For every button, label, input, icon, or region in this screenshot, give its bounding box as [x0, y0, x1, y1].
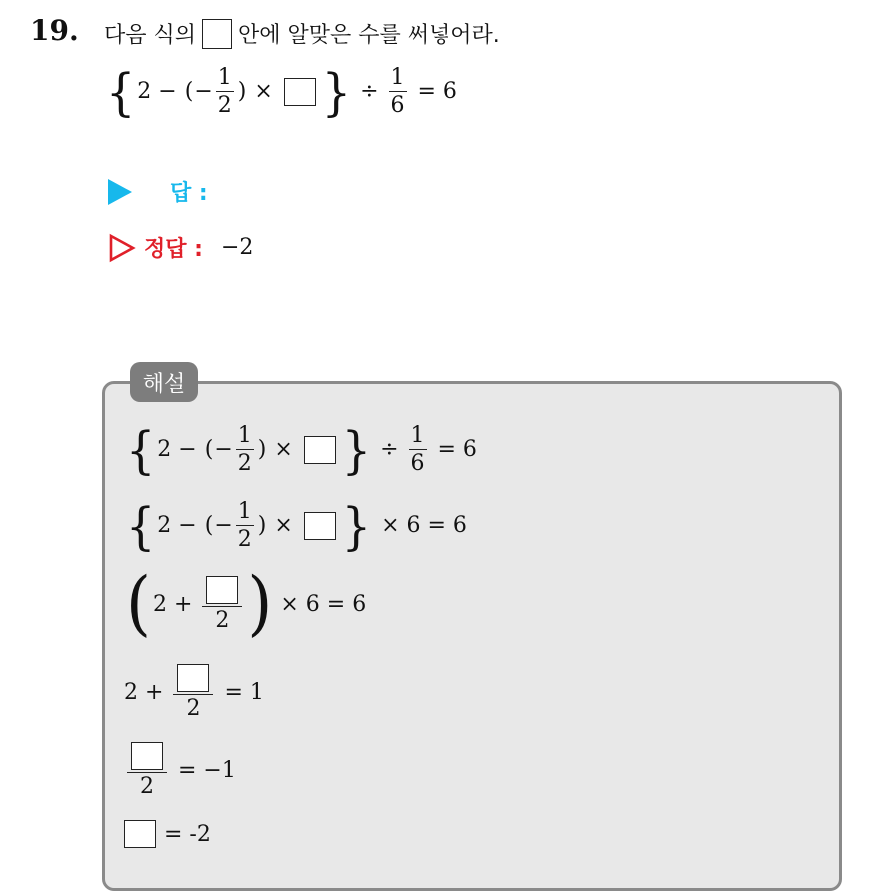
fraction-numerator: 1 — [237, 423, 252, 448]
fraction-denominator: 2 — [217, 93, 232, 119]
right-brace: } — [321, 61, 352, 122]
line3-rhs: × 6 = 6 — [280, 591, 367, 617]
solution-line-6 — [124, 820, 211, 848]
fraction-denominator: 6 — [410, 451, 425, 477]
eq-open-paren: ( — [184, 79, 194, 105]
eq-minus: − — [158, 79, 177, 105]
left-brace: { — [106, 61, 136, 122]
blank-box-icon — [284, 78, 316, 106]
eq-minus: − — [178, 437, 197, 463]
large-open-paren: ( — [126, 563, 151, 645]
main-equation — [104, 61, 457, 122]
fraction-denominator: 2 — [237, 451, 252, 477]
fraction-half — [216, 66, 234, 117]
eq-rhs: = 6 — [417, 79, 457, 105]
eq-two: 2 — [157, 437, 172, 463]
blank-box-icon — [304, 512, 336, 540]
fraction-half — [236, 424, 254, 475]
correct-label: 정답 : — [144, 237, 203, 262]
right-brace: } — [341, 419, 372, 480]
correct-answer-row — [108, 232, 253, 263]
fraction-sixth — [389, 66, 407, 117]
solution-line-4 — [124, 664, 264, 720]
line4-rhs: = 1 — [224, 679, 264, 705]
correct-value: −2 — [220, 235, 254, 260]
fraction-numerator: 1 — [410, 423, 425, 448]
left-brace: { — [126, 495, 156, 556]
solution-line-5 — [124, 742, 236, 798]
fraction-sixth — [409, 424, 427, 475]
eq-minus: − — [178, 513, 197, 539]
fraction-box-over-two — [202, 576, 242, 632]
blank-box-icon — [177, 664, 209, 692]
eq-neg: − — [214, 513, 233, 539]
blank-box-icon — [304, 436, 336, 464]
eq-open-paren: ( — [204, 437, 214, 463]
line3-plus: + — [173, 591, 193, 617]
fraction-denominator: 6 — [390, 93, 405, 119]
eq-two: 2 — [152, 591, 167, 617]
right-brace: } — [341, 495, 372, 556]
fraction-denominator: 2 — [140, 774, 154, 799]
eq-times: × — [274, 437, 293, 463]
eq-times: × — [254, 79, 273, 105]
solution-tab: 해설 — [130, 362, 198, 402]
question-text — [104, 18, 500, 49]
play-outline-icon — [108, 233, 136, 263]
blank-box-icon — [124, 820, 156, 848]
line6-rhs: = -2 — [164, 821, 211, 847]
blank-box-icon — [206, 576, 238, 604]
eq-rhs: = 6 — [437, 437, 477, 463]
line2-rhs: × 6 = 6 — [381, 513, 467, 539]
eq-times: × — [274, 513, 293, 539]
fraction-box-over-two — [127, 742, 167, 798]
eq-neg: − — [194, 79, 213, 105]
prompt-before: 다음 식의 — [104, 23, 197, 48]
solution-line-1 — [124, 419, 477, 480]
eq-close-paren: ) — [237, 79, 247, 105]
answer-row — [108, 176, 208, 207]
eq-two: 2 — [137, 79, 152, 105]
fraction-denominator: 2 — [237, 527, 252, 553]
solution-line-2 — [124, 495, 467, 556]
eq-div: ÷ — [380, 437, 399, 463]
solution-line-3 — [124, 563, 367, 645]
fraction-box-over-two — [173, 664, 213, 720]
eq-open-paren: ( — [204, 513, 214, 539]
blank-box-icon — [202, 19, 232, 49]
eq-div: ÷ — [360, 79, 379, 105]
eq-close-paren: ) — [257, 437, 267, 463]
fraction-numerator: 1 — [217, 65, 232, 90]
eq-two: 2 — [124, 679, 138, 705]
line4-plus: + — [145, 679, 164, 705]
left-brace: { — [126, 419, 156, 480]
line5-rhs: = −1 — [178, 757, 236, 783]
answer-label: 답 : — [170, 181, 208, 206]
problem-number: 19. — [30, 14, 79, 47]
large-close-paren: ) — [247, 563, 273, 645]
fraction-numerator: 1 — [390, 65, 405, 90]
fraction-denominator: 2 — [186, 696, 201, 721]
eq-neg: − — [214, 437, 233, 463]
play-filled-icon — [108, 179, 132, 205]
fraction-denominator: 2 — [215, 607, 230, 633]
fraction-numerator: 1 — [237, 499, 252, 524]
prompt-after: 안에 알맞은 수를 써넣어라. — [238, 23, 500, 48]
blank-box-icon — [131, 742, 163, 770]
eq-close-paren: ) — [257, 513, 267, 539]
fraction-half — [236, 500, 254, 551]
eq-two: 2 — [157, 513, 172, 539]
